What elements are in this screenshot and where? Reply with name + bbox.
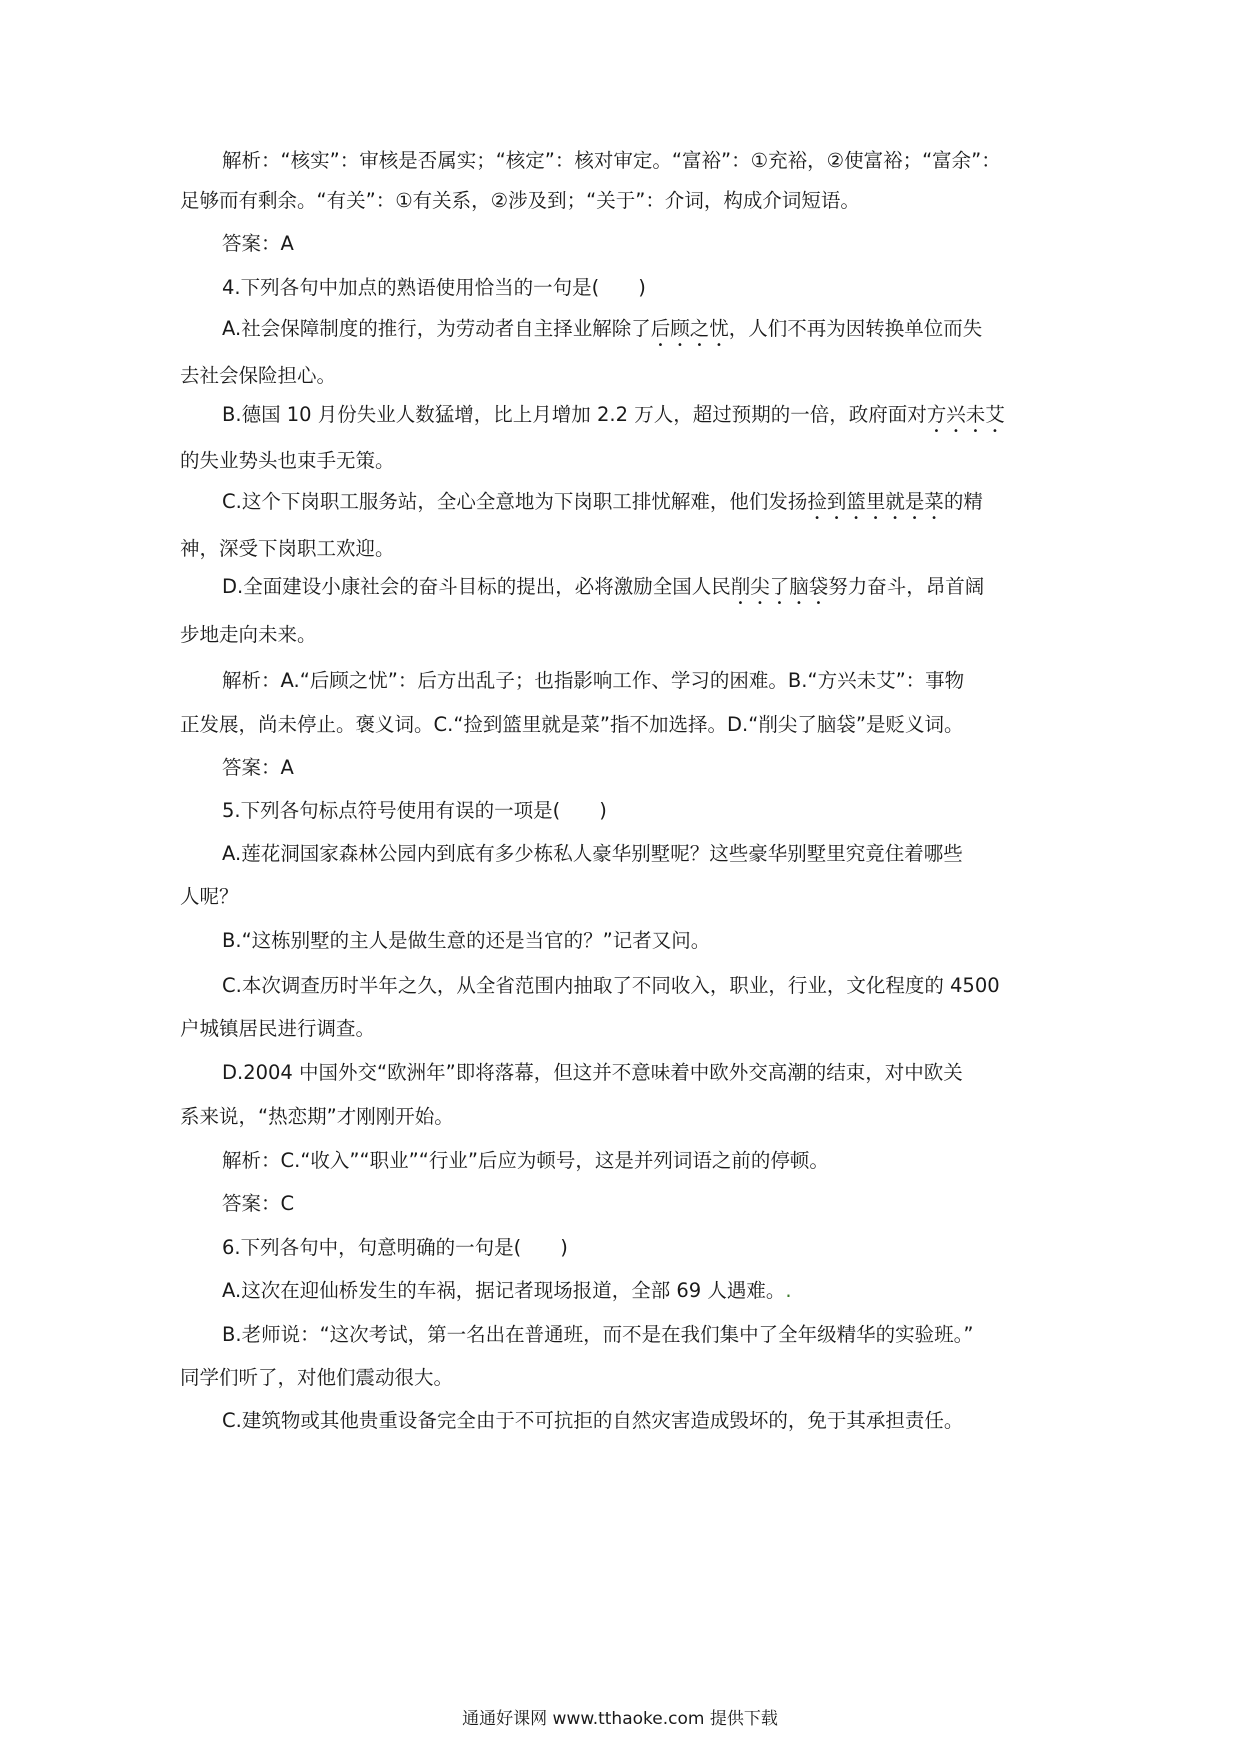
question-6-option-c: C.建筑物或其他贵重设备完全由于不可抗拒的自然灾害造成毁坏的，免于其承担责任。 — [222, 1409, 964, 1432]
question-4-option-c-line-1 — [222, 489, 983, 524]
dotted-idiom: 捡到篮里就是菜 — [807, 490, 944, 513]
option-text: A.这次在迎仙桥发生的车祸，据记者现场报道，全部 69 人遇难。 — [222, 1279, 786, 1302]
option-text: A.社会保障制度的推行，为劳动者自主择业解除了 — [222, 317, 651, 340]
dotted-idiom: 削尖了脑袋 — [730, 575, 829, 598]
question-5-option-a-line-1: A.莲花洞国家森林公园内到底有多少栋私人豪华别墅呢？这些豪华别墅里究竟住着哪些 — [222, 842, 963, 865]
answer-4: 答案：A — [222, 756, 294, 779]
option-text: B.德国 10 月份失业人数猛增，比上月增加 2.2 万人，超过预期的一倍，政府面对 — [222, 403, 927, 426]
question-6-option-b-line-1: B.老师说：“这次考试，第一名出在普通班，而不是在我们集中了全年级精华的实验班。” — [222, 1323, 974, 1346]
answer-5: 答案：C — [222, 1192, 295, 1215]
dotted-idiom: 方兴未艾 — [926, 403, 1005, 426]
option-text: ，人们不再为因转换单位而失 — [728, 317, 983, 340]
question-6-option-b-line-2: 同学们听了，对他们震动很大。 — [180, 1366, 454, 1389]
answer-3: 答案：A — [222, 232, 294, 255]
analysis-5: 解析：C.“收入”“职业”“行业”后应为顿号，这是并列词语之前的停顿。 — [222, 1149, 829, 1172]
stray-mark: . — [785, 1279, 792, 1302]
question-5-option-d-line-1: D.2004 中国外交“欧洲年”即将落幕，但这并不意味着中欧外交高潮的结束，对中欧关 — [222, 1061, 963, 1084]
question-4-option-d-line-1 — [222, 574, 984, 609]
question-4-option-a-line-2: 去社会保险担心。 — [180, 364, 337, 387]
option-text: 努力奋斗，昂首阔 — [828, 575, 985, 598]
question-4-stem: 4.下列各句中加点的熟语使用恰当的一句是( ) — [222, 276, 646, 299]
analysis-3-line-2: 足够而有剩余。“有关”：①有关系，②涉及到；“关于”：介词，构成介词短语。 — [180, 189, 860, 212]
question-4-option-a-line-1 — [222, 316, 982, 351]
question-5-option-a-line-2: 人呢？ — [180, 885, 239, 908]
question-4-option-c-line-2: 神，深受下岗职工欢迎。 — [180, 537, 395, 560]
question-5-option-d-line-2: 系来说，“热恋期”才刚刚开始。 — [180, 1105, 454, 1128]
analysis-3-line-1: 解析：“核实”：审核是否属实；“核定”：核对审定。“富裕”：①充裕，②使富裕；“富余”： — [222, 149, 1001, 172]
question-5-stem: 5.下列各句标点符号使用有误的一项是( ) — [222, 799, 607, 822]
option-text: C.这个下岗职工服务站，全心全意地为下岗职工排忧解难，他们发扬 — [222, 490, 808, 513]
question-6-stem: 6.下列各句中，句意明确的一句是( ) — [222, 1236, 568, 1259]
option-text: 的精 — [943, 490, 983, 513]
analysis-4-line-2: 正发展，尚未停止。褒义词。C.“捡到篮里就是菜”指不加选择。D.“削尖了脑袋”是贬义词。 — [180, 713, 964, 736]
question-4-option-b-line-1 — [222, 402, 1005, 437]
question-4-option-b-line-2: 的失业势头也束手无策。 — [180, 449, 395, 472]
question-5-option-c-line-2: 户城镇居民进行调查。 — [180, 1017, 376, 1040]
dotted-idiom: 后顾之忧 — [650, 317, 729, 340]
option-text: D.全面建设小康社会的奋斗目标的提出，必将激励全国人民 — [222, 575, 731, 598]
page-footer: 通通好课网 www.tthaoke.com 提供下载 — [462, 1709, 778, 1729]
question-6-option-a — [222, 1278, 792, 1304]
question-5-option-b: B.“这栋别墅的主人是做生意的还是当官的？”记者又问。 — [222, 929, 711, 952]
analysis-4-line-1: 解析：A.“后顾之忧”：后方出乱子；也指影响工作、学习的困难。B.“方兴未艾”：事物 — [222, 669, 965, 692]
question-5-option-c-line-1: C.本次调查历时半年之久，从全省范围内抽取了不同收入，职业，行业，文化程度的 4500 — [222, 974, 1000, 997]
question-4-option-d-line-2: 步地走向未来。 — [180, 623, 317, 646]
